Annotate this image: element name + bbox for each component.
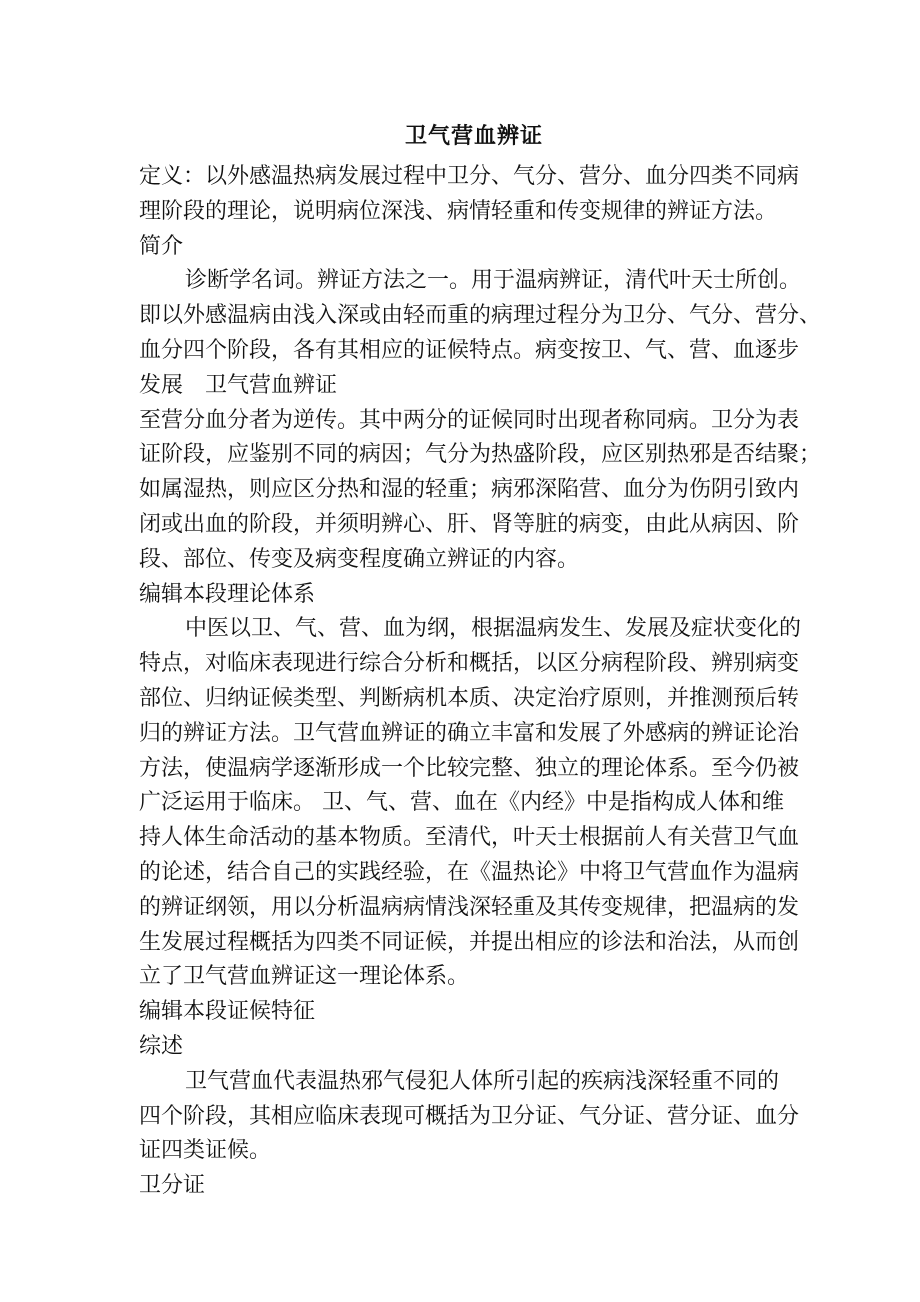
body-line: 部位、归纳证候类型、判断病机本质、决定治疗原则，并推测预后转 (139, 685, 800, 711)
body-line: 广泛运用于临床。 卫、气、营、血在《内经》中是指构成人体和维 (139, 790, 784, 816)
body-line: 证阶段，应鉴别不同的病因；气分为热盛阶段，应区别热邪是否结聚； (139, 442, 822, 468)
body-line: 持人体生命活动的基本物质。至清代，叶天士根据前人有关营卫气血 (139, 825, 800, 851)
body-line: 方法，使温病学逐渐形成一个比较完整、独立的理论体系。至今仍被 (139, 755, 800, 781)
body-line: 如属湿热，则应区分热和湿的轻重；病邪深陷营、血分为伤阴引致内 (139, 477, 800, 503)
body-line: 四个阶段，其相应临床表现可概括为卫分证、气分证、营分证、血分 (139, 1103, 800, 1129)
document-page (139, 112, 822, 1204)
body-line: 诊断学名词。辨证方法之一。用于温病辨证，清代叶天士所创。 (185, 268, 802, 294)
body-line: 特点，对临床表现进行综合分析和概括，以区分病程阶段、辨别病变 (139, 651, 800, 677)
body-line: 至营分血分者为逆传。其中两分的证候同时出现者称同病。卫分为表 (139, 407, 800, 433)
document-title: 卫气营血辨证 (404, 123, 543, 149)
body-line: 卫气营血代表温热邪气侵犯人体所引起的疾病浅深轻重不同的 (185, 1068, 780, 1094)
definition-line: 理阶段的理论，说明病位深浅、病情轻重和传变规律的辨证方法。 (139, 198, 778, 224)
body-line: 的论述，结合自己的实践经验，在《温热论》中将卫气营血作为温病 (139, 859, 800, 885)
section-heading-intro: 简介 (139, 233, 184, 259)
subheading-overview: 综述 (139, 1033, 184, 1059)
subheading-weifen: 卫分证 (139, 1173, 206, 1199)
body-line: 中医以卫、气、营、血为纲，根据温病发生、发展及症状变化的 (185, 616, 802, 642)
body-line: 立了卫气营血辨证这一理论体系。 (139, 964, 470, 990)
body-line: 闭或出血的阶段，并须明辨心、肝、肾等脏的病变，由此从病因、阶 (139, 511, 800, 537)
section-heading-theory: 编辑本段理论体系 (139, 581, 316, 607)
body-line: 的辨证纲领，用以分析温病病情浅深轻重及其传变规律，把温病的发 (139, 894, 800, 920)
definition-line: 定义：以外感温热病发展过程中卫分、气分、营分、血分四类不同病 (139, 164, 800, 189)
body-line: 生发展过程概括为四类不同证候，并提出相应的诊法和治法，从而创 (139, 929, 800, 955)
body-line: 证四类证候。 (139, 1138, 272, 1164)
body-line: 归的辨证方法。卫气营血辨证的确立丰富和发展了外感病的辨证论治 (139, 720, 800, 746)
body-line: 血分四个阶段，各有其相应的证候特点。病变按卫、气、营、血逐步 (139, 337, 800, 363)
section-heading-syndrome: 编辑本段证候特征 (139, 999, 316, 1025)
body-line: 发展 卫气营血辨证 (139, 372, 338, 398)
body-line: 段、部位、传变及病变程度确立辨证的内容。 (139, 546, 580, 572)
body-line: 即以外感温病由浅入深或由轻而重的病理过程分为卫分、气分、营分、 (139, 303, 822, 329)
